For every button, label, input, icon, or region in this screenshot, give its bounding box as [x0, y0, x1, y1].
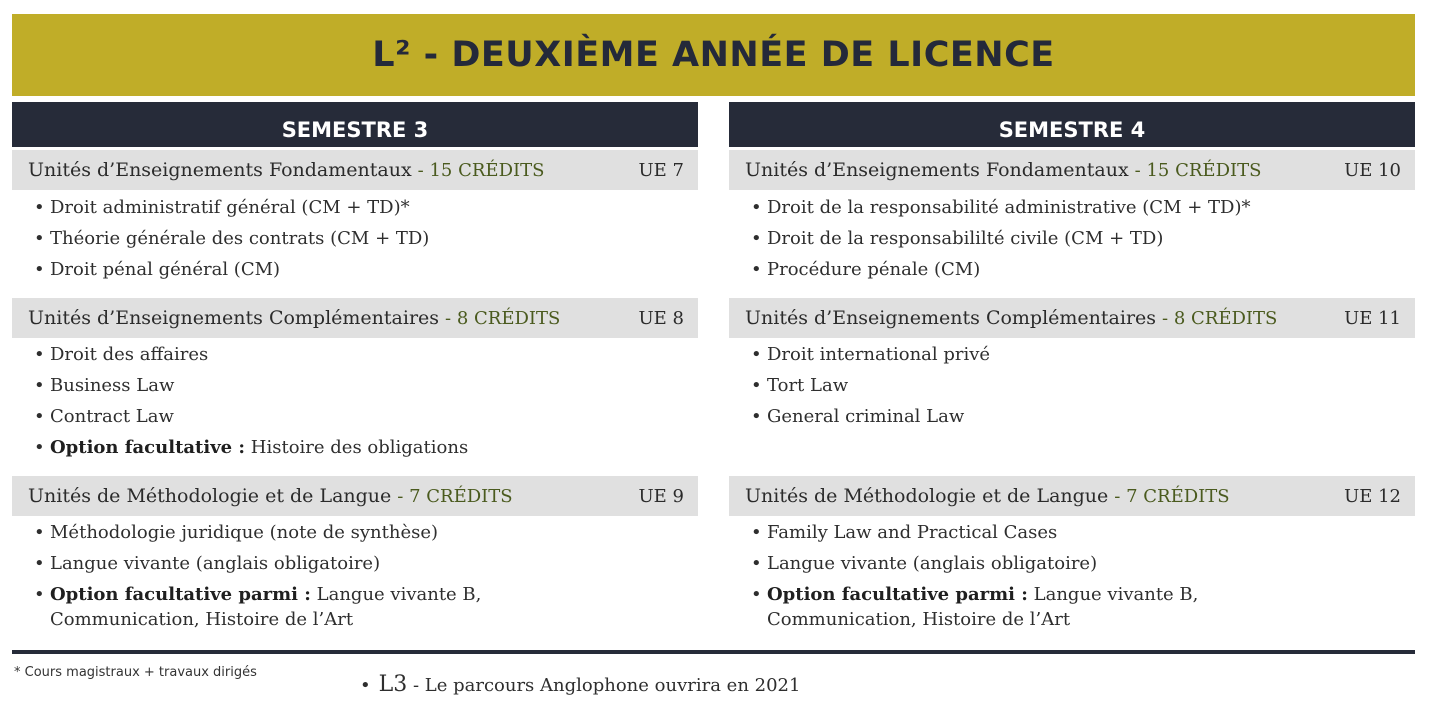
list-item: [729, 551, 1389, 576]
list-item: [12, 551, 672, 576]
item-text: Histoire des obligations: [250, 437, 469, 458]
list-item: [12, 195, 672, 220]
ue-bar-fondamentaux: [12, 150, 698, 190]
list-item: [12, 520, 672, 545]
ue-title: Unités d’Enseignements Complémentaires: [745, 307, 1157, 329]
list-item: [729, 520, 1389, 545]
item-text: Procédure pénale (CM): [767, 259, 981, 280]
item-text: Droit de la responsabililté civile (CM + TD): [767, 228, 1164, 249]
semester-3-header: [12, 102, 698, 147]
ue-9-list: [12, 520, 672, 638]
bottom-divider: [12, 650, 1415, 654]
list-item: [12, 404, 672, 429]
ue-code: UE 10: [1344, 159, 1401, 181]
ue-title: Unités de Méthodologie et de Langue: [28, 485, 392, 507]
ue-credits: - 8 CRÉDITS: [445, 307, 561, 329]
item-text: Family Law and Practical Cases: [767, 522, 1058, 543]
list-item: [729, 226, 1389, 251]
ue-code: UE 11: [1344, 307, 1401, 329]
l3-note: [360, 672, 800, 697]
bullet-icon: •: [360, 675, 371, 696]
item-text: Langue vivante (anglais obligatoire): [767, 553, 1098, 574]
ue-bar-fondamentaux: [729, 150, 1415, 190]
semester-3-column: [12, 102, 698, 642]
footnote: * Cours magistraux + travaux dirigés: [14, 665, 257, 680]
list-item: [12, 373, 672, 398]
item-text: Tort Law: [767, 375, 849, 396]
item-text: Business Law: [50, 375, 175, 396]
l3-text: - Le parcours Anglophone ouvrira en 2021: [407, 675, 801, 696]
ue-credits: - 7 CRÉDITS: [1114, 485, 1230, 507]
option-label: Option facultative parmi :: [50, 584, 311, 605]
ue-10-list: [729, 195, 1389, 288]
item-text: Langue vivante B, Communication, Histoire de l’Art: [767, 584, 1199, 630]
option-label: Option facultative :: [50, 437, 246, 458]
ue-bar-complementaires: [729, 298, 1415, 338]
ue-code: UE 7: [638, 159, 684, 181]
ue-bar-methodologie: [12, 476, 698, 516]
l3-label: L3: [378, 672, 408, 697]
semester-4-title: SEMESTRE 4: [998, 118, 1146, 142]
ue-title: Unités d’Enseignements Complémentaires: [28, 307, 440, 329]
semester-4-column: [729, 102, 1415, 642]
list-item: [729, 342, 1389, 367]
item-text: Droit de la responsabilité administrative (CM + TD)*: [767, 197, 1251, 218]
ue-7-list: [12, 195, 672, 288]
item-text: Méthodologie juridique (note de synthèse): [50, 522, 439, 543]
option-label: Option facultative parmi :: [767, 584, 1028, 605]
ue-credits: - 8 CRÉDITS: [1162, 307, 1278, 329]
item-text: Droit pénal général (CM): [50, 259, 281, 280]
ue-title: Unités de Méthodologie et de Langue: [745, 485, 1109, 507]
list-item: [12, 257, 672, 282]
semester-4-header: [729, 102, 1415, 147]
ue-12-list: [729, 520, 1389, 638]
ue-code: UE 8: [638, 307, 684, 329]
item-text: Droit des affaires: [50, 344, 209, 365]
title-banner: [12, 14, 1415, 96]
page-title: L² - DEUXIÈME ANNÉE DE LICENCE: [372, 35, 1055, 75]
list-item: [729, 373, 1389, 398]
ue-bar-complementaires: [12, 298, 698, 338]
semester-3-title: SEMESTRE 3: [281, 118, 429, 142]
ue-code: UE 9: [638, 485, 684, 507]
ue-title: Unités d’Enseignements Fondamentaux: [745, 159, 1129, 181]
item-text: Droit administratif général (CM + TD)*: [50, 197, 410, 218]
ue-title: Unités d’Enseignements Fondamentaux: [28, 159, 412, 181]
item-text: Langue vivante (anglais obligatoire): [50, 553, 381, 574]
item-text: Langue vivante B, Communication, Histoire de l’Art: [50, 584, 482, 630]
list-item: [12, 226, 672, 251]
item-text: Contract Law: [50, 406, 174, 427]
item-text: Droit international privé: [767, 344, 991, 365]
list-item: [12, 342, 672, 367]
list-item: [12, 582, 620, 632]
ue-credits: - 7 CRÉDITS: [397, 485, 513, 507]
ue-credits: - 15 CRÉDITS: [417, 159, 545, 181]
ue-8-list: [12, 342, 672, 466]
item-text: General criminal Law: [767, 406, 965, 427]
ue-code: UE 12: [1344, 485, 1401, 507]
ue-credits: - 15 CRÉDITS: [1134, 159, 1262, 181]
ue-11-list: [729, 342, 1389, 435]
ue-bar-methodologie: [729, 476, 1415, 516]
list-item: [729, 195, 1389, 220]
list-item: [12, 435, 672, 460]
list-item: [729, 582, 1337, 632]
list-item: [729, 257, 1389, 282]
item-text: Théorie générale des contrats (CM + TD): [50, 228, 430, 249]
list-item: [729, 404, 1389, 429]
